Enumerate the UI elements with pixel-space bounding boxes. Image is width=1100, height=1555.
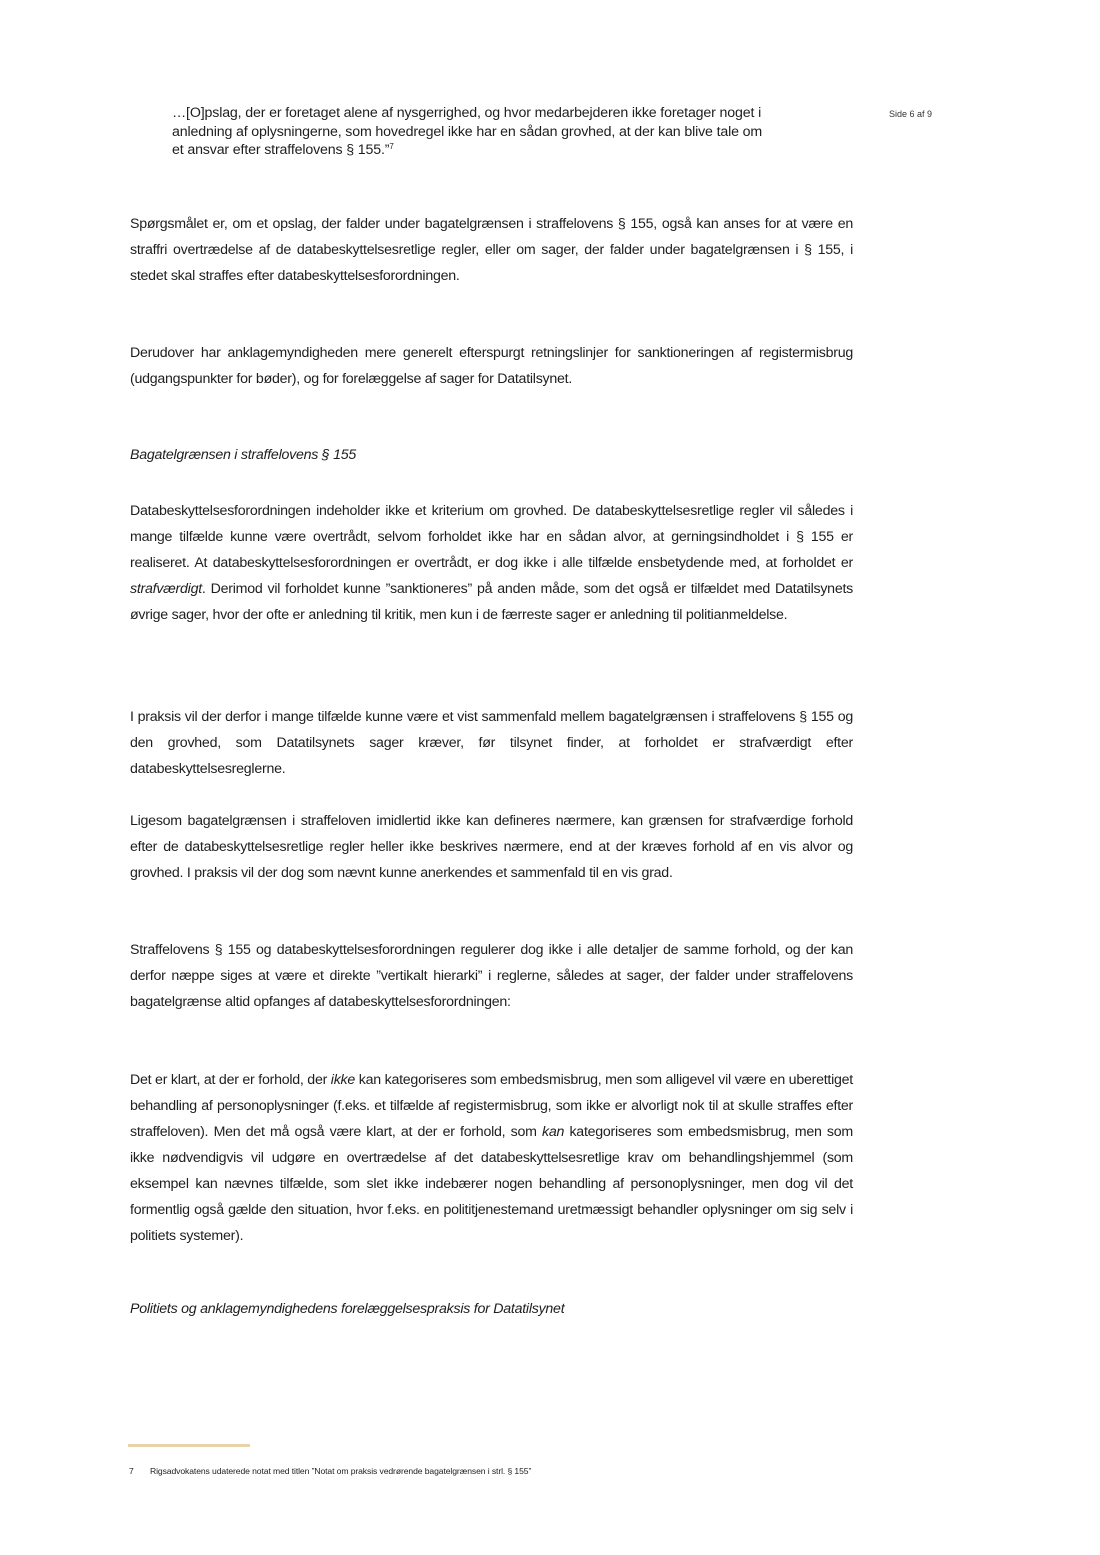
footnote-separator <box>128 1444 250 1447</box>
footnote-number: 7 <box>129 1466 134 1476</box>
paragraph-text: Det er klart, at der er forhold, der <box>130 1072 331 1088</box>
paragraph-threshold-definition: Ligesom bagatelgrænsen i straffeloven imidlertid ikke kan defineres nærmere, kan grænsen for strafværdige forhold efter de databeskyttelsesretlige regler heller ikke beskrives nærmere, end at der kræves forhold af en vis alvor og grovhed. I praksis vil der dog som nævnt kunne anerkendes et sammenfald til en vis grad. <box>130 813 853 881</box>
paragraph-text: Databeskyttelsesforordningen indeholder ikke et kriterium om grovhed. De databeskyttelsesretlige regler vil således i mange tilfælde kunne være overtrådt, selvom forholdet ikke har en sådan alvor, at gerningsindholdet i § 155 er realiseret. At databeskyttelsesforordningen er overtrådt, er dog ikke i alle tilfælde ensbetydende med, at forholdet er <box>130 503 853 571</box>
paragraph-text: kategoriseres som embedsmisbrug, men som ikke nødvendigvis vil udgøre en overtrædelse af det databeskyttelsesretlige krav om behandlingshjemmel (som eksempel kan nævnes tilfælde, som slet ikke indebærer nogen behandling af personoplysninger, men dog vil det formentlig også gælde den situation, hvor f.eks. en polititjenestemand uretmæssigt behandler oplysninger om sig selv i politiets systemer). <box>130 1124 853 1244</box>
paragraph-practice-overlap: I praksis vil der derfor i mange tilfælde kunne være et vist sammenfald mellem bagatelgrænsen i straffelovens § 155 og den grovhed, som Datatilsynets sager kræver, før tilsynet finder, at forholdet er strafværdigt efter databeskyttelsesreglerne. <box>130 709 853 777</box>
footnote <box>129 1466 531 1476</box>
emphasis-text: kan <box>542 1124 565 1140</box>
block-quote <box>172 104 772 160</box>
section-heading-forelaeggelsespraksis: Politiets og anklagemyndighedens forelæggelsespraksis for Datatilsynet <box>130 1301 565 1317</box>
emphasis-text: strafværdigt <box>130 581 202 597</box>
quote-text: …[O]pslag, der er foretaget alene af nysgerrighed, og hvor medarbejderen ikke foretager noget i anledning af oplysningerne, som hovedregel ikke har en sådan grovhed, at der kan blive tale om et ansvar efter straffelovens § 155.” <box>172 105 763 159</box>
paragraph-gdpr-severity <box>130 498 853 628</box>
paragraph-embedsmisbrug <box>130 1067 853 1249</box>
paragraph-no-vertical-hierarchy: Straffelovens § 155 og databeskyttelsesforordningen regulerer dog ikke i alle detaljer de samme forhold, og der kan derfor næppe siges at være et direkte ”vertikalt hierarki” i reglerne, således at sager, der falder under straffelovens bagatelgrænse altid opfanges af databeskyttelsesforordningen: <box>130 942 853 1010</box>
footnote-text: Rigsadvokatens udaterede notat med titlen ”Notat om praksis vedrørende bagatelgrænsen i strl. § 155” <box>150 1466 532 1476</box>
emphasis-text: ikke <box>330 1072 356 1088</box>
paragraph-guidelines-request: Derudover har anklagemyndigheden mere generelt efterspurgt retningslinjer for sanktioneringen af registermisbrug (udgangspunkter for bøder), og for forelæggelse af sager for Datatilsynet. <box>130 345 853 387</box>
paragraph-text: kan kategoriseres som embedsmisbrug, men som alligevel vil være en uberettiget behandling af personoplysninger (f.eks. et tilfælde af registermisbrug, som ikke er alvorligt nok til at skulle straffes efter straffeloven). Men det må også være klart, at der er forhold, som <box>130 1072 853 1140</box>
paragraph-question: Spørgsmålet er, om et opslag, der falder under bagatelgrænsen i straffelovens § 155, også kan anses for at være en straffri overtrædelse af de databeskyttelsesretlige regler, eller om sager, der falder under bagatelgrænsen i § 155, i stedet skal straffes efter databeskyttelsesforordningen. <box>130 216 853 284</box>
paragraph-text: . Derimod vil forholdet kunne ”sanktioneres” på anden måde, som det også er tilfældet med Datatilsynets øvrige sager, hvor der ofte er anledning til kritik, men kun i de færreste sager er anledning til politianmeldelse. <box>130 581 853 623</box>
footnote-reference[interactable]: 7 <box>389 142 394 152</box>
section-heading-bagatelgraensen: Bagatelgrænsen i straffelovens § 155 <box>130 447 357 463</box>
page-indicator: Side 6 af 9 <box>889 109 933 119</box>
